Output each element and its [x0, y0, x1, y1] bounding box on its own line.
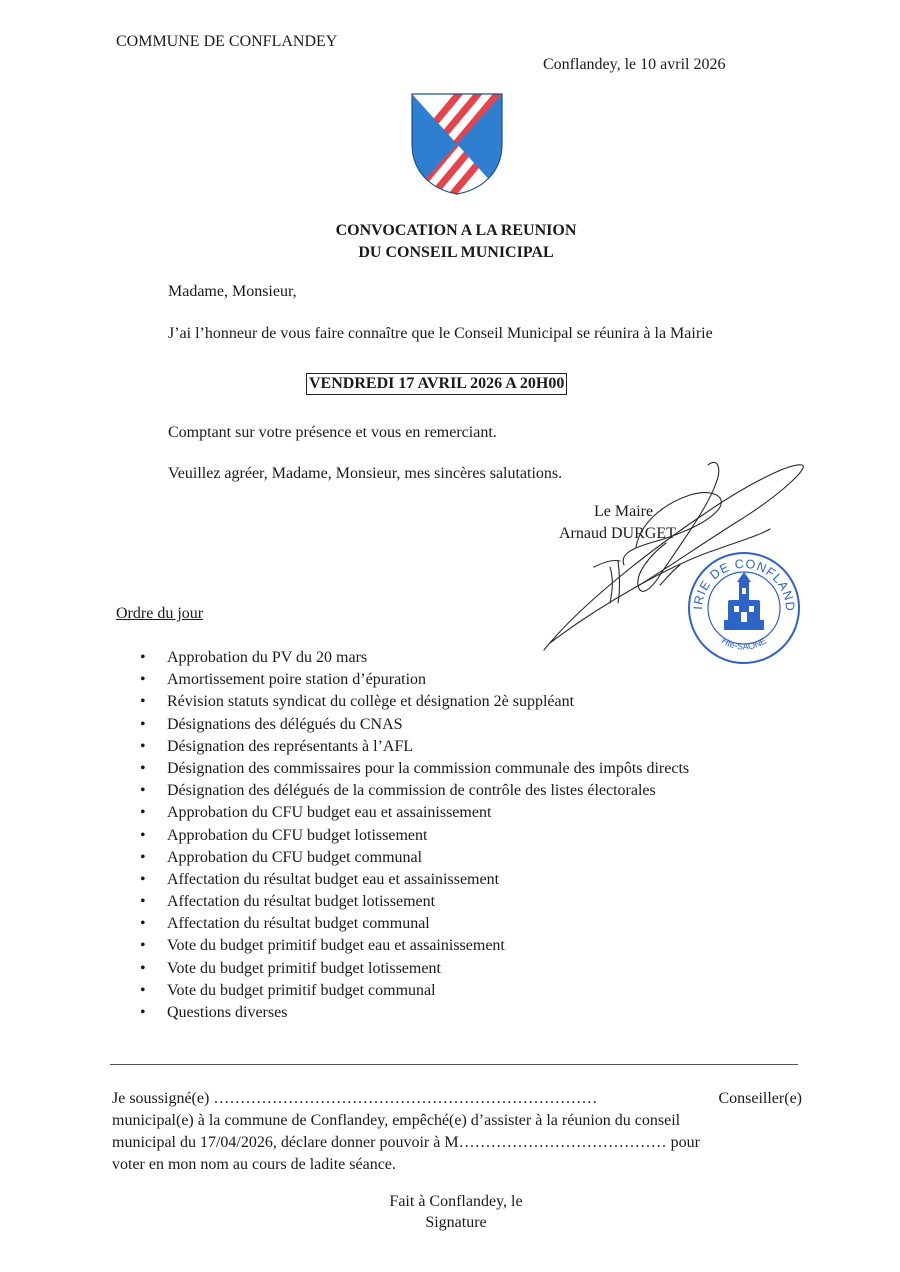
bullet-icon: •: [140, 759, 146, 777]
bullet-icon: •: [140, 693, 146, 711]
agenda-item: • Vote du budget primitif budget eau et assainissement: [140, 935, 689, 957]
agenda-heading: Ordre du jour: [116, 605, 204, 622]
stamp-bottom-text: Hte-SAONE: [720, 635, 768, 652]
proxy-line-2: municipal(e) à la commune de Conflandey, empêché(e) d’assister à la réunion du conseil: [112, 1112, 681, 1129]
coat-of-arms-icon: [408, 92, 506, 201]
bullet-icon: •: [140, 959, 146, 977]
agenda-item: • Désignation des commissaires pour la commission communale des impôts directs: [140, 758, 689, 780]
bullet-icon: •: [140, 1004, 146, 1021]
bullet-icon: •: [140, 826, 146, 844]
proxy-role: Conseiller(e): [718, 1090, 802, 1107]
proxy-line-3[interactable]: municipal du 17/04/2026, déclare donner pouvoir à M………………………………… pour: [112, 1134, 700, 1151]
bullet-icon: •: [140, 915, 146, 933]
proxy-line-1: [112, 1088, 802, 1110]
bullet-icon: •: [140, 981, 146, 999]
agenda-item: • Affectation du résultat budget lotissement: [140, 891, 689, 913]
agenda-item: • Approbation du CFU budget lotissement: [140, 825, 689, 847]
agenda-item: • Affectation du résultat budget communal: [140, 913, 689, 935]
agenda-item: • Approbation du PV du 20 mars: [140, 647, 689, 669]
agenda-item: • Questions diverses: [140, 1002, 689, 1024]
bullet-icon: •: [140, 715, 146, 733]
agenda-list: [140, 647, 689, 1024]
agenda-item: • Vote du budget primitif budget lotissement: [140, 958, 689, 980]
agenda-item: • Désignation des délégués de la commission de contrôle des listes électorales: [140, 780, 689, 802]
document-title-line1: CONVOCATION A LA REUNION: [335, 222, 577, 239]
proxy-line-4: voter en mon nom au cours de ladite séance.: [112, 1156, 396, 1173]
section-divider: [110, 1064, 798, 1065]
agenda-item: • Amortissement poire station d’épuration: [140, 669, 689, 691]
agenda-item: • Approbation du CFU budget eau et assainissement: [140, 802, 689, 824]
mayor-title: Le Maire: [594, 503, 654, 520]
bullet-icon: •: [140, 870, 146, 888]
meeting-datetime-box: VENDREDI 17 AVRIL 2026 A 20H00: [306, 373, 567, 395]
proxy-form-paragraph: [112, 1088, 802, 1176]
made-at-field[interactable]: Fait à Conflandey, le: [389, 1193, 523, 1210]
salutation: Madame, Monsieur,: [168, 283, 297, 300]
stamp-top-text: IRIE DE CONFLAND: [690, 556, 798, 613]
bullet-icon: •: [140, 671, 146, 689]
agenda-item: • Vote du budget primitif budget communal: [140, 980, 689, 1002]
signature-label[interactable]: Signature: [425, 1214, 487, 1231]
agenda-item: • Révision statuts syndicat du collège et désignation 2è suppléant: [140, 691, 689, 713]
bullet-icon: •: [140, 848, 146, 866]
bullet-icon: •: [140, 649, 146, 666]
bullet-icon: •: [140, 804, 146, 822]
proxy-signatory-field[interactable]: Je soussigné(e) ………………………………………………………………: [112, 1090, 598, 1107]
bullet-icon: •: [140, 893, 146, 911]
commune-name: COMMUNE DE CONFLANDEY: [116, 33, 338, 50]
closing-regards: Veuillez agréer, Madame, Monsieur, mes sincères salutations.: [168, 465, 563, 482]
document-title-line2: DU CONSEIL MUNICIPAL: [358, 244, 554, 261]
bullet-icon: •: [140, 937, 146, 955]
agenda-item: • Approbation du CFU budget communal: [140, 847, 689, 869]
mayor-name: Arnaud DURGET: [559, 525, 676, 542]
bullet-icon: •: [140, 782, 146, 800]
svg-text:Hte-SAONE: [720, 636, 768, 652]
agenda-item: • Désignations des délégués du CNAS: [140, 714, 689, 736]
closing-thanks: Comptant sur votre présence et vous en remerciant.: [168, 424, 497, 441]
bullet-icon: •: [140, 737, 146, 755]
agenda-item: • Affectation du résultat budget eau et assainissement: [140, 869, 689, 891]
mairie-stamp-icon: [684, 548, 804, 673]
place-date: Conflandey, le 10 avril 2026: [543, 56, 726, 73]
intro-paragraph: J’ai l’honneur de vous faire connaître que le Conseil Municipal se réunira à la Mairie: [168, 325, 713, 342]
agenda-item: • Désignation des représentants à l’AFL: [140, 736, 689, 758]
